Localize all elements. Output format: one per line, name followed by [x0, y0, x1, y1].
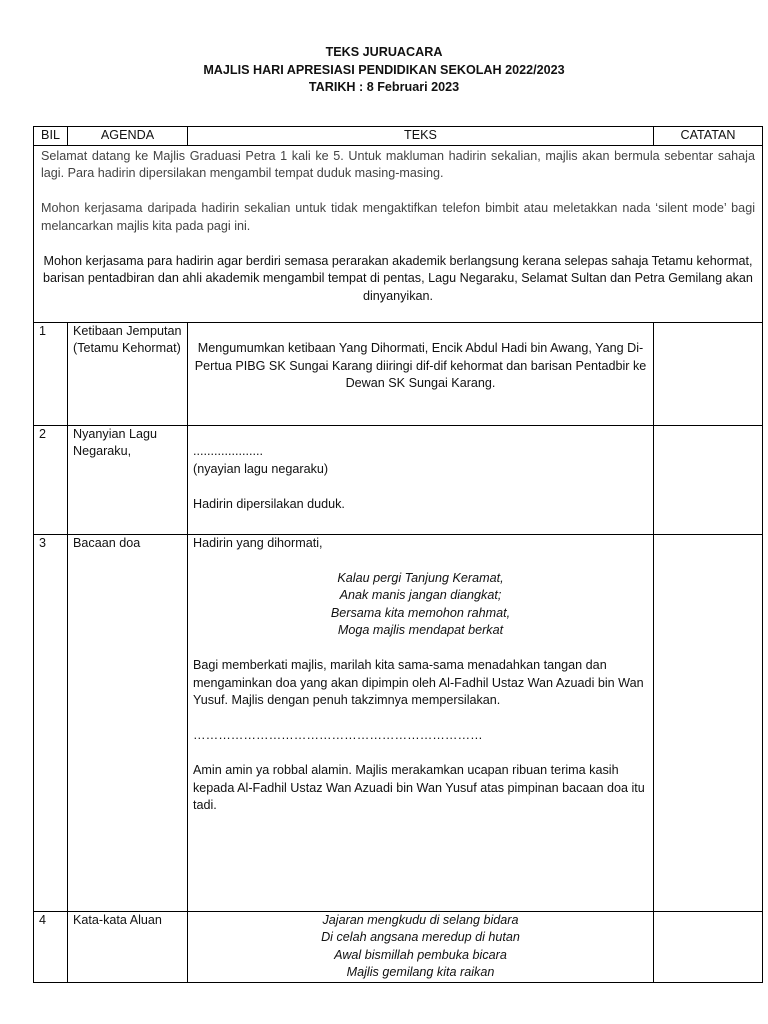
pantun-line: Bersama kita memohon rahmat,: [330, 605, 511, 620]
prayer-dots: ……………………………………………………………: [193, 728, 483, 742]
row-teks: [188, 911, 654, 982]
pantun-line: Kalau pergi Tanjung Keramat,: [337, 570, 504, 585]
sit-instruction: Hadirin dipersilakan duduk.: [193, 496, 345, 511]
row-agenda: Ketibaan Jemputan (Tetamu Kehormat): [68, 322, 188, 425]
pantun: [193, 912, 648, 982]
pantun-line: Awal bismillah pembuka bicara: [334, 947, 507, 962]
prayer-closing: Amin amin ya robbal alamin. Majlis merakamkan ucapan ribuan terima kasih kepada Al-Fadhil Ustaz Wan Azuadi bin Wan Yusuf atas pimpinan bacaan doa itu tadi.: [193, 763, 645, 812]
row-number: 4: [34, 911, 68, 982]
row-teks: [188, 322, 654, 425]
prayer-invitation: Bagi memberkati majlis, marilah kita sama-sama menadahkan tangan dan mengaminkan doa yang akan dipimpin oleh Al-Fadhil Ustaz Wan Azuadi bin Wan Yusuf. Majlis dengan penuh takzimnya mempersilakan.: [193, 658, 644, 707]
row-teks: [188, 425, 654, 534]
row-number: 3: [34, 534, 68, 911]
column-header-agenda: AGENDA: [68, 127, 188, 146]
document-header: [0, 44, 768, 97]
table-row: [34, 534, 763, 911]
intro-row: [34, 145, 763, 322]
row-number: 1: [34, 322, 68, 425]
header-event-name: MAJLIS HARI APRESIASI PENDIDIKAN SEKOLAH 2022/2023: [203, 62, 565, 77]
greeting: Hadirin yang dihormati,: [193, 535, 323, 550]
intro-paragraph-2: Mohon kerjasama daripada hadirin sekalian untuk tidak mengaktifkan telefon bimbit atau meletakkan nada ‘silent mode’ bagi melancarkan majlis kita pada pagi ini.: [41, 201, 755, 233]
column-header-bil: BIL: [34, 127, 68, 146]
row-catatan: [654, 911, 763, 982]
table-row: [34, 911, 763, 982]
row-catatan: [654, 425, 763, 534]
row-teks: [188, 534, 654, 911]
pantun-line: Moga majlis mendapat berkat: [337, 623, 504, 637]
table-row: [34, 322, 763, 425]
intro-cell: [34, 145, 763, 322]
pantun: [193, 570, 648, 640]
row-catatan: [654, 534, 763, 911]
row-agenda: Nyanyian Lagu Negaraku,: [68, 425, 188, 534]
intro-paragraph-3: Mohon kerjasama para hadirin agar berdiri semasa perarakan akademik berlangsung kerana selepas sahaja Tetamu kehormat, barisan pentadbiran dan ahli akademik mengambil tempat di pentas, Lagu Negaraku, Selamat Sultan dan Petra Gemilang akan dinyanyikan.: [43, 253, 753, 303]
table-header-row: [34, 127, 763, 146]
table-row: [34, 425, 763, 534]
row-number: 2: [34, 425, 68, 534]
intro-paragraph-1: Selamat datang ke Majlis Graduasi Petra 1 kali ke 5. Untuk makluman hadirin sekalian, majlis akan bermula sebentar sahaja lagi. Para hadirin dipersilakan mengambil tempat duduk masing-masing.: [41, 148, 755, 180]
pantun-line: Jajaran mengkudu di selang bidara: [322, 912, 519, 927]
row-agenda: Kata-kata Aluan: [68, 911, 188, 982]
pantun-line: Majlis gemilang kita raikan: [346, 965, 495, 979]
pantun-line: Anak manis jangan diangkat;: [339, 588, 502, 602]
row-agenda: Bacaan doa: [68, 534, 188, 911]
anthem-note: (nyayian lagu negaraku): [193, 461, 329, 476]
row-catatan: [654, 322, 763, 425]
column-header-catatan: CATATAN: [654, 127, 763, 146]
script-table: [33, 126, 763, 983]
column-header-teks: TEKS: [188, 127, 654, 146]
header-title: TEKS JURUACARA: [325, 45, 443, 59]
anthem-dots: ....................: [193, 444, 263, 458]
pantun-line: Di celah angsana meredup di hutan: [321, 930, 520, 944]
header-date: TARIKH : 8 Februari 2023: [308, 80, 460, 94]
announcement-text: Mengumumkan ketibaan Yang Dihormati, Encik Abdul Hadi bin Awang, Yang Di-Pertua PIBG SK Sungai Karang diiringi dif-dif kehormat dan barisan Pentadbir ke Dewan SK Sungai Karang.: [194, 341, 647, 390]
